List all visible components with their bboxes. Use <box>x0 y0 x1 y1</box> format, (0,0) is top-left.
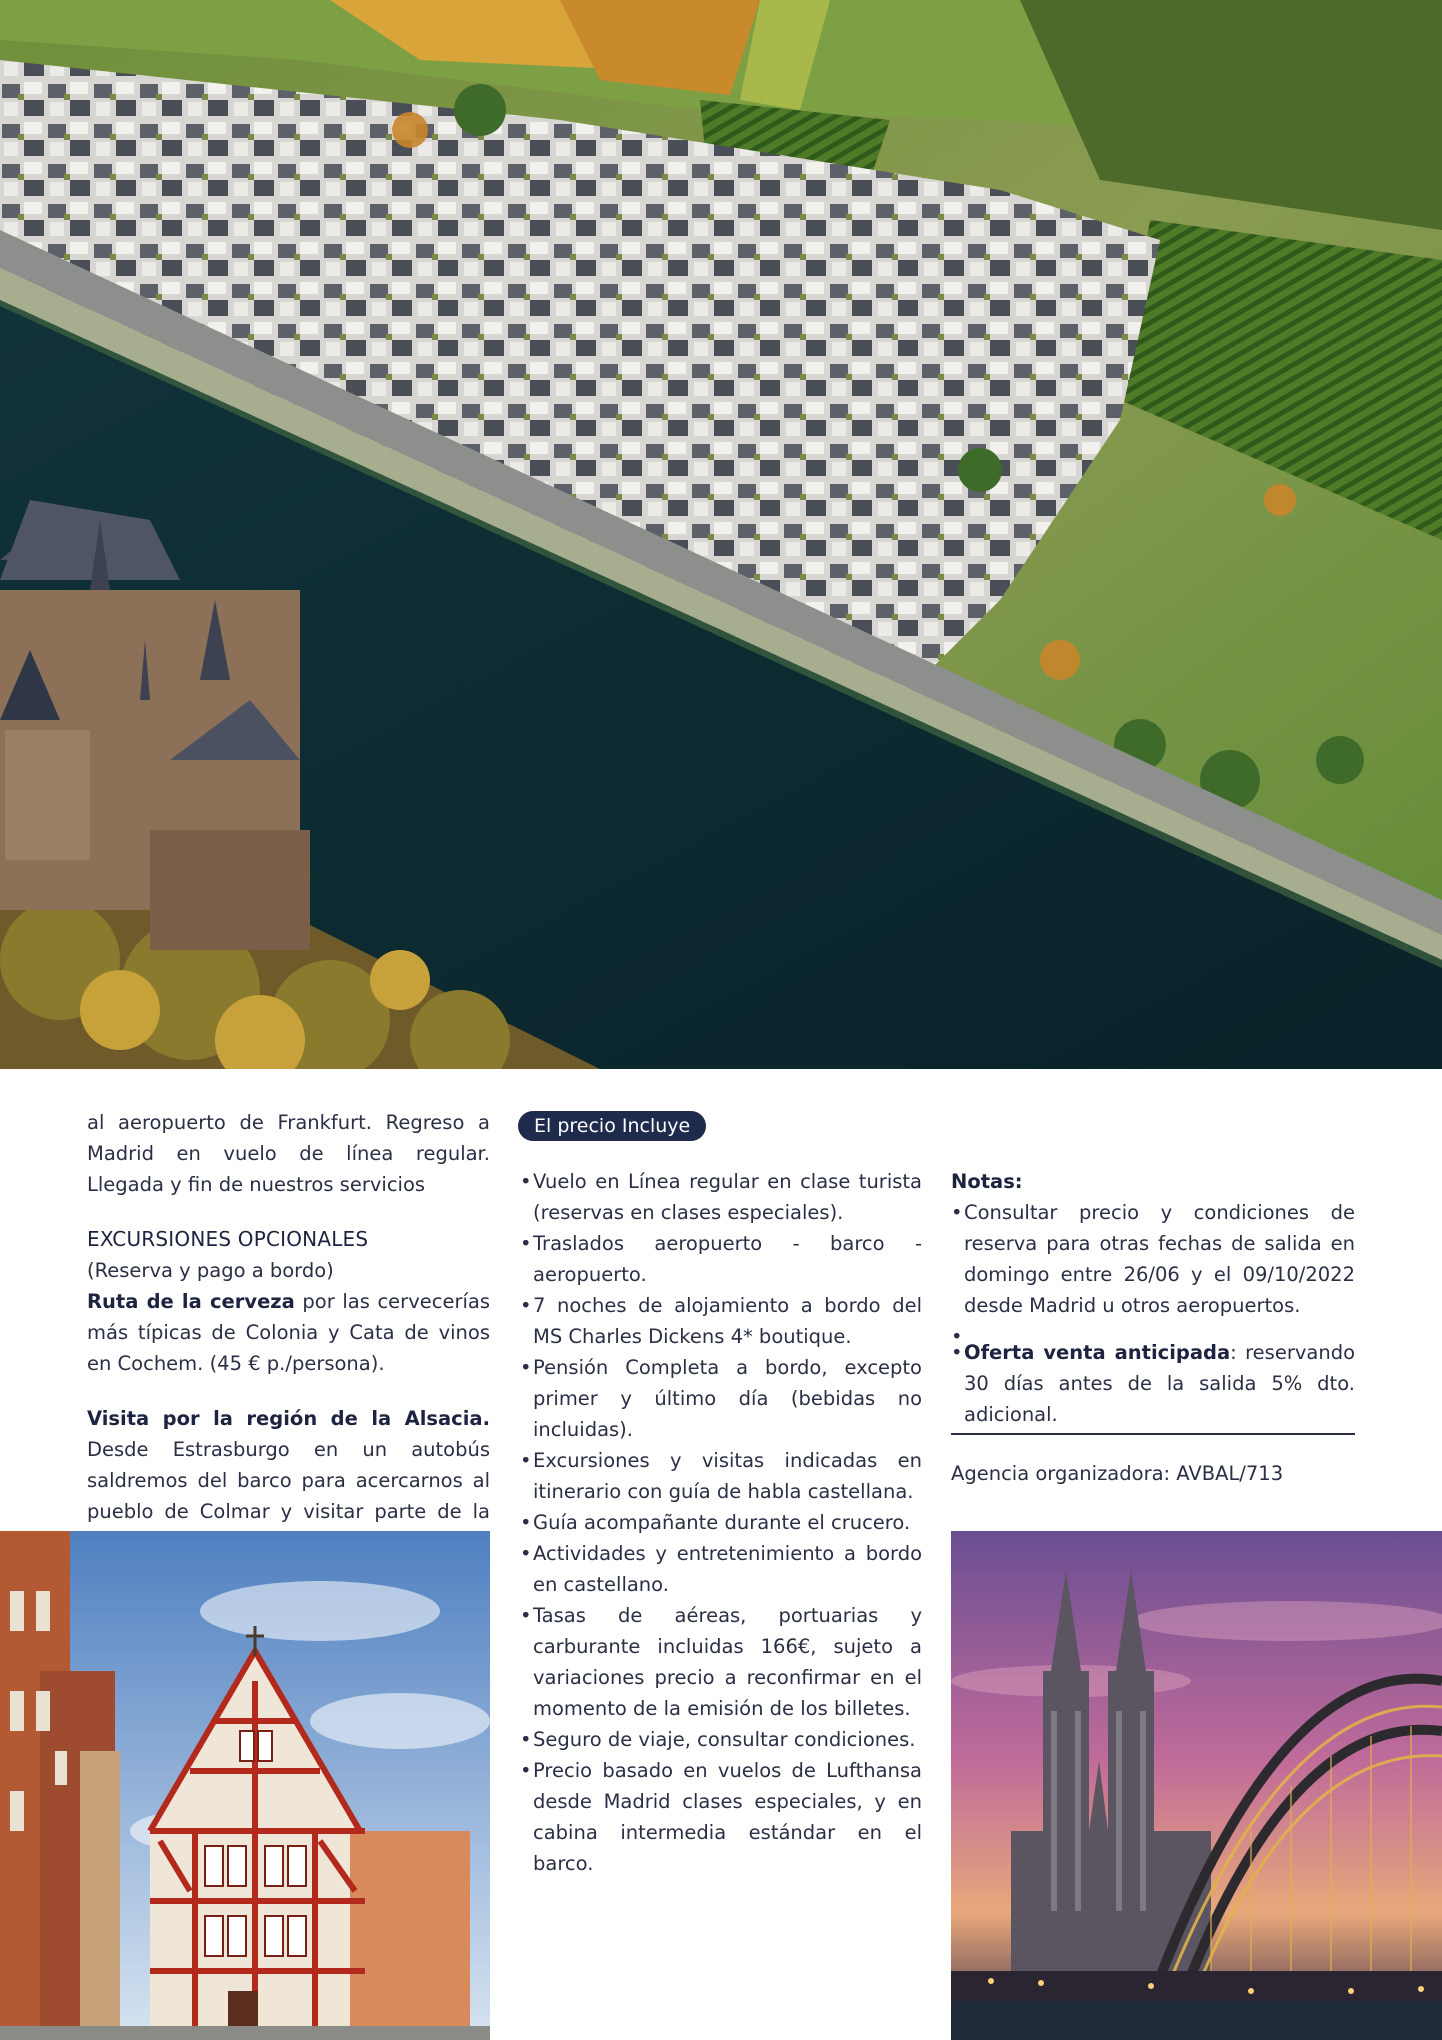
notes-title: Notas: <box>951 1170 1023 1193</box>
list-item: • Precio basado en vuelos de Lufthansa desde Madrid clases especiales, y en cabina intermedia estándar en el barco. <box>520 1755 922 1879</box>
agency-line: Agencia organizadora: AVBAL/713 <box>951 1462 1284 1485</box>
excursions-note: (Reserva y pago a bordo) <box>87 1259 334 1282</box>
early-booking-text: : reservando 30 días antes de la salida 5% dto. adicional. <box>964 1341 1355 1426</box>
intro-paragraph: al aeropuerto de Frankfurt. Regreso a Madrid en vuelo de línea regular. Llegada y fin de nuestros servicios <box>87 1111 490 1196</box>
list-item: • Tasas de aéreas, portuarias y carburante incluidas 166€, sujeto a variaciones precio a reconfirmar en el momento de la emisión de los billetes. <box>520 1600 922 1724</box>
price-includes-list <box>520 1166 922 1879</box>
price-includes-badge: El precio Incluye <box>518 1111 706 1141</box>
note-item: • Consultar precio y condiciones de reserva para otras fechas de salida en domingo entre 26/06 y el 09/10/2022 desde Madrid u otros aeropuertos. <box>951 1197 1355 1321</box>
list-item: • Vuelo en Línea regular en clase turista (reservas en clases especiales). <box>520 1166 922 1228</box>
beer-route-text: por las cervecerías más típicas de Colonia y Cata de vinos en Cochem. (45 € p./persona). <box>87 1290 490 1375</box>
list-item: • Guía acompañante durante el crucero. <box>520 1507 922 1538</box>
list-item: • 7 noches de alojamiento a bordo del MS Charles Dickens 4* boutique. <box>520 1290 922 1352</box>
list-item: • Excursiones y visitas indicadas en itinerario con guía de habla castellana. <box>520 1445 922 1507</box>
alsace-title: Visita por la región de la Alsacia. <box>87 1407 490 1430</box>
beer-route-paragraph <box>87 1286 490 1379</box>
excursions-heading: EXCURSIONES OPCIONALES <box>87 1227 369 1251</box>
notes-divider <box>951 1433 1355 1435</box>
note-spacer <box>951 1321 1355 1337</box>
note-item-early-booking <box>951 1337 1355 1430</box>
list-item: • Seguro de viaje, consultar condiciones. <box>520 1724 922 1755</box>
list-item: • Pensión Completa a bordo, excepto primer y último día (bebidas no incluidas). <box>520 1352 922 1445</box>
alsace-text: Desde Estrasburgo en un autobús saldremos del barco para acercarnos al pueblo de Colmar y visitar parte de la <box>87 1438 490 1523</box>
photo-half-timbered-house <box>0 1531 490 2040</box>
left-text-column <box>87 1107 490 1558</box>
photo-cologne-cathedral-bridge <box>951 1531 1442 2040</box>
list-item: • Actividades y entretenimiento a bordo en castellano. <box>520 1538 922 1600</box>
beer-route-title: Ruta de la cerveza <box>87 1290 295 1313</box>
early-booking-title: Oferta venta anticipada <box>964 1341 1231 1364</box>
list-item: • Traslados aeropuerto - barco - aeropuerto. <box>520 1228 922 1290</box>
notes-section <box>951 1166 1355 1430</box>
